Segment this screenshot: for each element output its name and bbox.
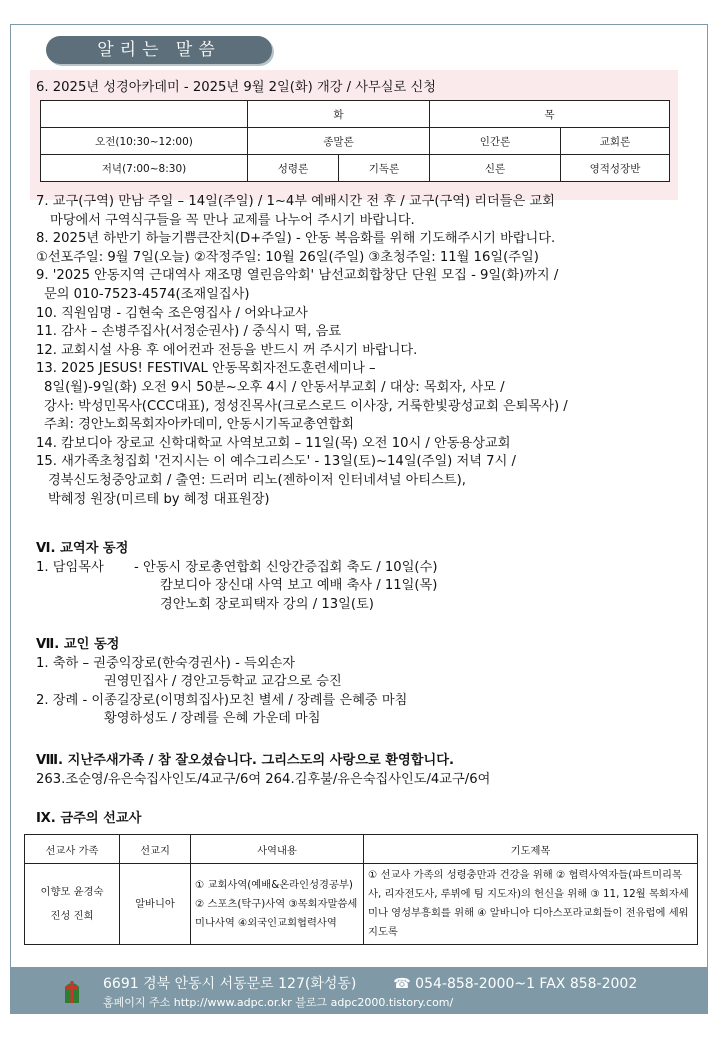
newcomers xyxy=(36,752,490,789)
missionary-col-family: 선교사 가족 xyxy=(25,835,120,864)
missionary-table xyxy=(24,834,698,945)
member-line: 황영하성도 / 장례를 은혜 가운데 마침 xyxy=(104,711,321,727)
notice-line: 문의 010-7523-4574(조재일집사) xyxy=(44,286,250,302)
section-title: 알리는 말씀 xyxy=(46,36,272,64)
notice-6: 6. 2025년 성경아카데미 - 2025년 9월 2일(화) 개강 / 사무실로 신청 xyxy=(36,80,436,95)
church-cross-logo xyxy=(61,977,83,1005)
missionary-col-work: 사역내용 xyxy=(191,835,364,864)
schedule-row2-tue-b: 기독론 xyxy=(368,162,400,175)
schedule-corner xyxy=(41,101,248,128)
schedule-col-thu: 목 xyxy=(430,101,670,128)
schedule-row1-tue: 종말론 xyxy=(248,128,430,155)
newcomers-list: 263.조순영/유은숙집사인도/4교구/6여 264.김후불/유은숙집사인도/4교구/6여 xyxy=(36,771,491,787)
notice-line: 7. 교구(구역) 만남 주일 – 14일(주일) / 1~4부 예배시간 전 후 / 교구(구역) 리더들은 교회 xyxy=(36,194,555,209)
academy-schedule-table xyxy=(40,100,670,182)
missionary-prayer: ① 선교사 가족의 성령충만과 건강을 위해 ② 협력사역자들(파트미리목사, 리자전도사, 루뷔에 팀 지도자)의 헌신을 위해 ③ 11, 12월 목회자세미나 영성부흥회를 위해 ④ 알바니아 디아스포라교회들이 전유럽에 세워지도록 xyxy=(364,864,698,945)
notice-line: 13. 2025 JESUS! FESTIVAL 안동목회자전도훈련세미나 – xyxy=(36,361,376,377)
pastor-line: 캄보디아 장신대 사역 보고 예배 축사 / 11일(목) xyxy=(160,578,438,594)
notice-line: 경북신도청중앙교회 / 출연: 드러머 리노(젠하이저 인터네셔널 아티스트), xyxy=(48,472,466,488)
schedule-row2-tue xyxy=(248,155,430,182)
newcomers-heading: Ⅷ. 지난주새가족 / 참 잘오셨습니다. 그리스도의 사랑으로 환영합니다. xyxy=(36,753,454,768)
footer xyxy=(11,967,707,1013)
members-heading: Ⅶ. 교인 동정 xyxy=(36,637,120,652)
notice-line: 마당에서 구역식구들을 꼭 만나 교제를 나누어 주시기 바랍니다. xyxy=(50,212,415,228)
notice-line: ①선포주일: 9월 7일(오늘) ②작정주일: 10월 26일(주일) ③초청주일: 11월 16일(주일) xyxy=(36,249,539,265)
schedule-row2-time: 저녁(7:00~8:30) xyxy=(41,155,248,182)
missionary-col-prayer: 기도제목 xyxy=(364,835,698,864)
member-line: 1. 축하 – 권중익장로(한숙경권사) - 득외손자 xyxy=(36,655,296,671)
pastor-line: 경안노회 장로피택자 강의 / 13일(토) xyxy=(160,596,374,612)
notice-line: 강사: 박성민목사(CCC대표), 정성진목사(크로스로드 이사장, 거룩한빛광성교회 은퇴목사) / xyxy=(44,398,568,414)
notice-line: 12. 교회시설 사용 후 에어컨과 전등을 반드시 꺼 주시기 바랍니다. xyxy=(36,342,418,358)
schedule-row1-thu-a: 인간론 xyxy=(430,128,561,155)
missionary-col-field: 선교지 xyxy=(120,835,191,864)
schedule-row2-thu-a: 신론 xyxy=(430,155,561,182)
missionary-field: 알바니아 xyxy=(120,864,191,945)
pastor-news xyxy=(36,540,437,614)
missionary-work: ① 교회사역(예배&온라인성경공부) ② 스포츠(탁구)사역 ③목회자말씀세미나사역 ④외국인교회협력사역 xyxy=(191,864,364,945)
notice-line: 박혜정 원장(미르테 by 혜정 대표원장) xyxy=(48,491,270,507)
member-line: 2. 장례 - 이종길장로(이명희집사)모친 별세 / 장례를 은혜중 마침 xyxy=(36,692,408,708)
missionary-family: 이향모 윤경숙 진성 진희 xyxy=(25,864,120,945)
footer-address: 6691 경북 안동시 서동문로 127(화성동) xyxy=(103,976,357,992)
pastor-heading: Ⅵ. 교역자 동정 xyxy=(36,541,129,556)
footer-phone: ☎ 054-858-2000~1 FAX 858-2002 xyxy=(393,976,638,992)
footer-address-line xyxy=(103,973,637,993)
notice-line: 9. '2025 안동지역 근대역사 재조명 열린음악회' 남선교회합창단 단원 모집 - 9일(화)까지 / xyxy=(36,268,559,284)
notice-list xyxy=(36,193,568,509)
member-news xyxy=(36,636,407,729)
notice-line: 주최: 경안노회목회자아카데미, 안동시기독교총연합회 xyxy=(44,417,355,433)
schedule-row1-time: 오전(10:30~12:00) xyxy=(41,128,248,155)
notice-line: 10. 직원임명 - 김현숙 조은영집사 / 어와나교사 xyxy=(36,305,308,321)
notice-line: 8. 2025년 하반기 하늘기쁨큰잔치(D+주일) - 안동 복음화를 위해 기도해주시기 바랍니다. xyxy=(36,231,556,247)
notice-line: 14. 캄보디아 장로교 신학대학교 사역보고회 – 11일(목) 오전 10시 / 안동용상교회 xyxy=(36,435,511,451)
missionary-heading: Ⅸ. 금주의 선교사 xyxy=(36,811,142,826)
member-line: 권영민집사 / 경안고등학교 교감으로 승진 xyxy=(104,674,342,690)
schedule-row2-tue-a: 성령론 xyxy=(248,155,339,181)
footer-web: 홈페이지 주소 http://www.adpc.or.kr 블로그 adpc2000.tistory.com/ xyxy=(103,996,454,1009)
schedule-row1-thu-b: 교회론 xyxy=(561,128,670,155)
schedule-row2-thu-b: 영적성장반 xyxy=(561,155,670,182)
schedule-col-tue: 화 xyxy=(248,101,430,128)
notice-line: 8일(월)-9일(화) 오전 9시 50분~오후 4시 / 안동서부교회 / 대상: 목회자, 사모 / xyxy=(44,379,505,395)
notice-line: 11. 감사 – 손병주집사(서정순권사) / 중식시 떡, 음료 xyxy=(36,324,342,340)
notice-line: 15. 새가족초청집회 '건지시는 이 예수그리스도' - 13일(토)~14일(주일) 저녁 7시 / xyxy=(36,454,516,470)
pastor-line: 1. 담임목사 - 안동시 장로총연합회 신앙간증집회 축도 / 10일(수) xyxy=(36,559,438,575)
